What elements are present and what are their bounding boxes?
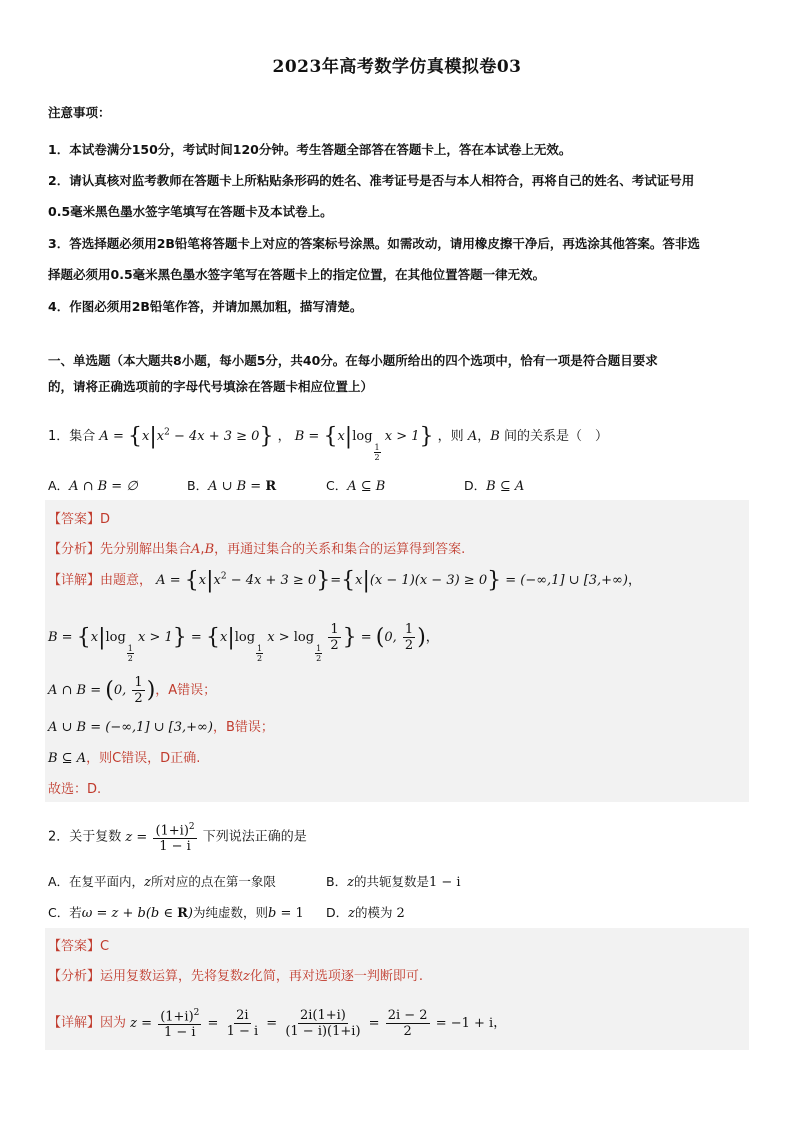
page-title: 2023年高考数学仿真模拟卷03: [272, 57, 522, 77]
q2-option-c: C．若ω = z + b(b ∈ R)为纯虚数，则b = 1: [48, 905, 304, 921]
q2-analysis: 【分析】运用复数运算，先将复数z化简，再对选项逐一判断即可.: [48, 969, 424, 984]
q1-detail-intersection: A ∩ B = (0, $\frac{1}{2}$ )，A错误；: [48, 675, 217, 706]
q1-answer: 【答案】D: [48, 512, 111, 527]
notice-item-3: 3．答选择题必须用2B铅笔将答题卡上对应的答案标号涂黑。如需改动，请用橡皮擦干净后，再选涂其他答案。答非选: [48, 236, 700, 251]
notice-item-1: 1．本试卷满分150分，考试时间120分钟。考生答题全部答在答题卡上，答在本试卷上无效。: [48, 142, 572, 157]
q1-option-c: C．A ⊆ B: [326, 478, 386, 494]
q1-sets-ab: A: [467, 429, 478, 444]
q1-set-b: B = {x|log $\frac{1}{2}$ x > 1}: [294, 424, 434, 462]
q2-option-a: A．在复平面内，z所对应的点在第一象限: [48, 874, 276, 890]
q1-number: 1．集合: [48, 429, 96, 444]
q1-mid: ，: [277, 429, 291, 444]
question-1: 1．集合 $A = \{x|x^2 - 4x + 3 \ge 0\}$ ， B = {x|log $\frac{1}{2}$ x > 1} ，则 A，B 间的关系是（ ）: [48, 424, 608, 462]
q1-option-a: A．A ∩ B = ∅: [48, 478, 138, 494]
q1-tail: ，则: [437, 429, 464, 444]
q1-analysis: 【分析】先分别解出集合A,B，再通过集合的关系和集合的运算得到答案.: [48, 542, 466, 557]
q1-conclusion: 故选：D.: [48, 782, 102, 797]
question-2: 2．关于复数 z = $\frac{(1+i)^2}{1 - i}$ 下列说法正确的是: [48, 822, 307, 855]
notice-item-2-cont: 0.5毫米黑色墨水签字笔填写在答题卡及本试卷上。: [48, 204, 333, 219]
q1-option-d: D．B ⊆ A: [464, 478, 525, 494]
q1-detail: 【详解】由题意， $A = \{x|x^2 - 4x + 3 \ge 0\}=\{x|(x - 1)(x - 3) \ge 0\} = (-\infty,1]$ ∪ [3,+∞)，: [48, 568, 641, 593]
q2-option-b: B．z的共轭复数是1 − i: [326, 874, 461, 890]
section-heading-line2: 的，请将正确选项前的字母代号填涂在答题卡相应位置上）: [48, 379, 374, 394]
q1-detail-set-b: B = {x|log $\frac{1}{2}$ x > 1} = {x|log $\frac{1}{2}$ x > log $\frac{1}{2}$ $\frac{1}{2}$ } = (0, $\frac{1}{2}$ )，: [48, 622, 439, 663]
q2-detail: 【详解】因为 z = $\frac{(1+i)^2}{1 - i}$ = $\frac{2i}{1 - i}$ = $\frac{2i(1+i)}{(1 - i)(1+i)}$ = $\frac{2i - 2}{2}$ = −1 + i，: [48, 1007, 507, 1041]
q1-option-b: B．A ∪ B = R: [187, 478, 277, 494]
notice-item-3-cont: 择题必须用0.5毫米黑色墨水签字笔写在答题卡上的指定位置，在其他位置答题一律无效。: [48, 267, 546, 282]
q2-answer: 【答案】C: [48, 939, 110, 954]
q2-option-d: D．z的模为 2: [326, 905, 405, 921]
q1-detail-subset: B ⊆ A，则C错误，D正确.: [48, 751, 201, 766]
notice-heading: 注意事项：: [48, 105, 111, 120]
q1-set-a: $A = \{x|x^2 - 4x + 3 \ge 0\}$: [99, 424, 274, 449]
notice-item-2: 2．请认真核对监考教师在答题卡上所粘贴条形码的姓名、准考证号是否与本人相符合，再将自己的姓名、考试证号用: [48, 173, 695, 188]
notice-item-4: 4．作图必须用2B铅笔作答，并请加黑加粗，描写清楚。: [48, 299, 363, 314]
section-heading-line1: 一、单选题（本大题共8小题，每小题5分，共40分。在每小题所给出的四个选项中，恰有一项是符合题目要求: [48, 353, 658, 368]
q1-ask: 间的关系是（ ）: [503, 429, 608, 444]
q1-detail-union: A ∪ B = (−∞,1] ∪ [3,+∞)，B错误；: [48, 720, 274, 735]
